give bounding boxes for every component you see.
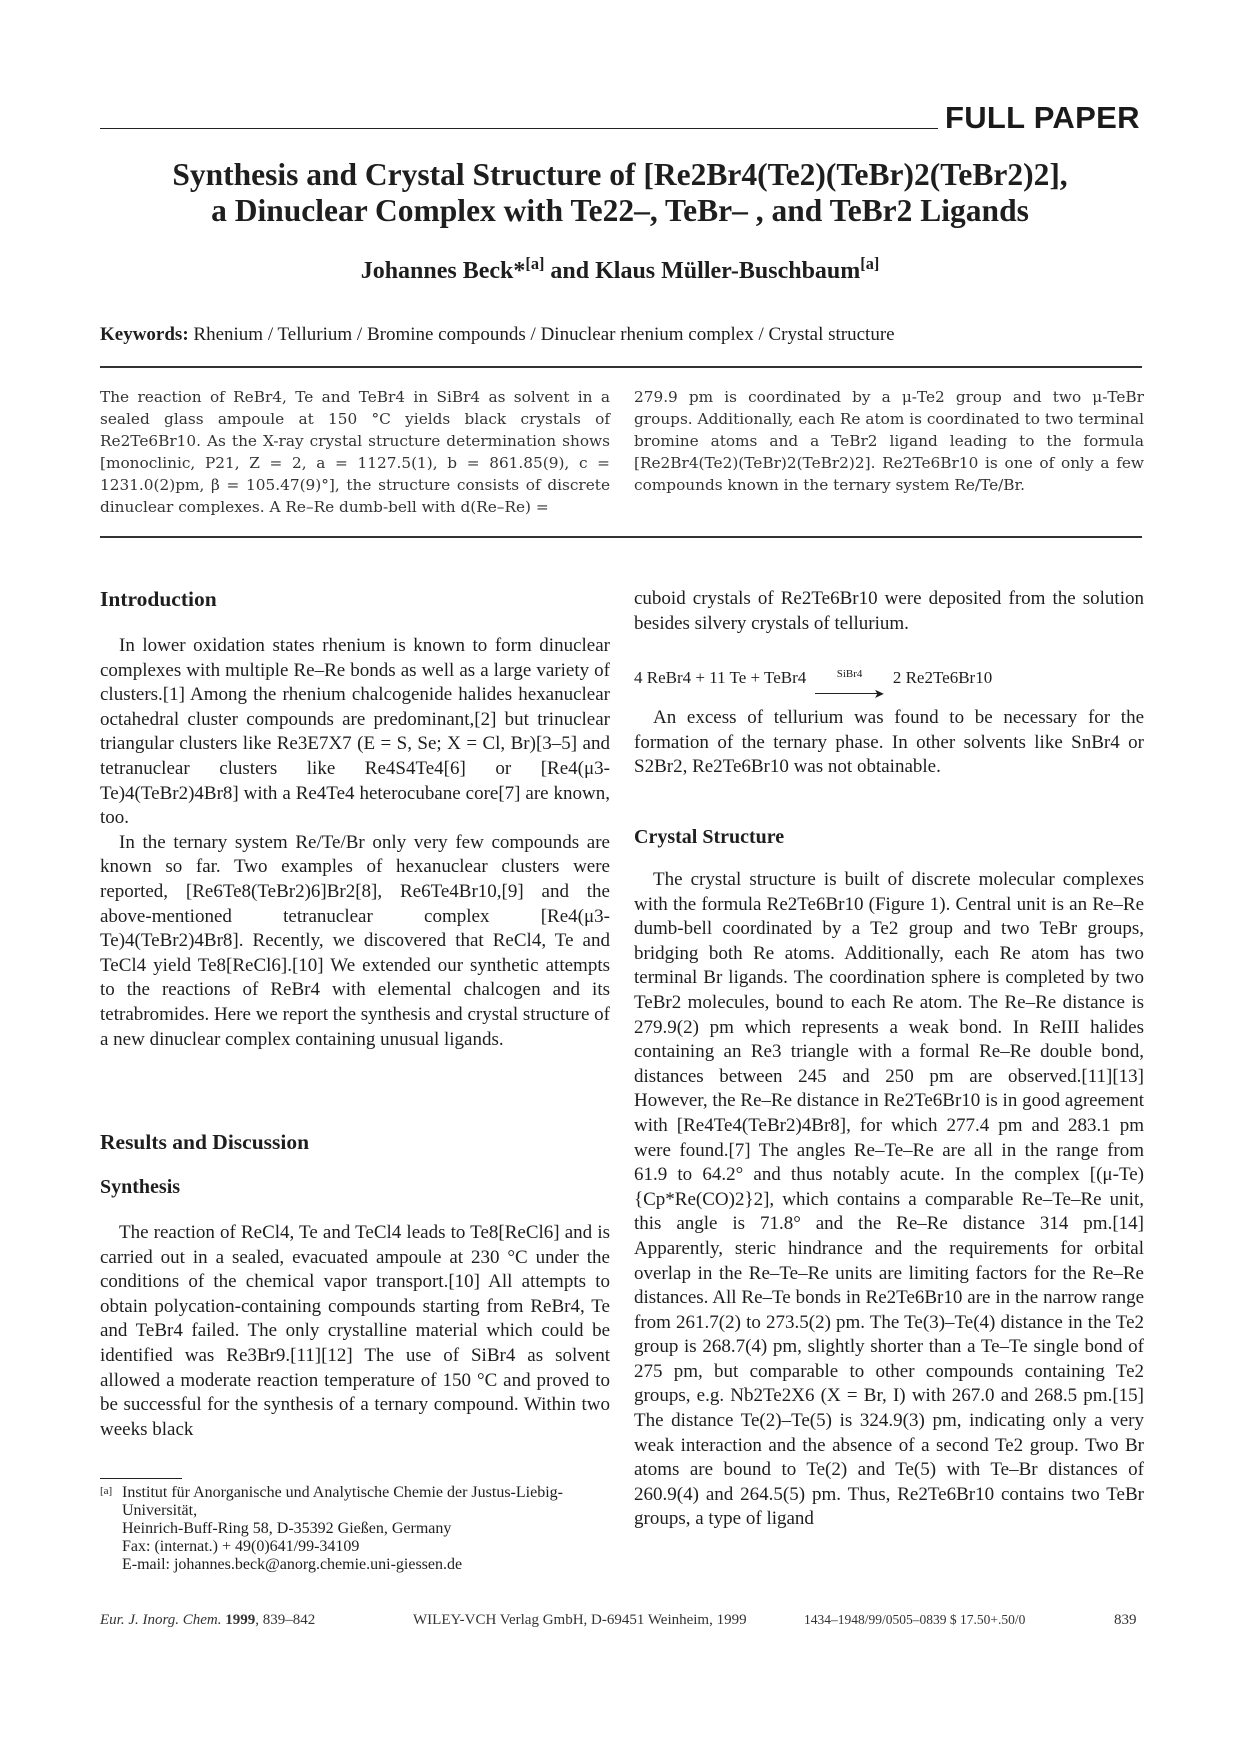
footer-citation — [100, 1612, 315, 1629]
footnote-line: Fax: (internat.) + 49(0)641/99-34109 — [122, 1538, 360, 1555]
right-column-excess — [634, 706, 1144, 780]
author-conjunction: and — [550, 258, 590, 284]
affiliation-mark: [a] — [525, 254, 545, 273]
affiliation-mark: [a] — [860, 254, 880, 273]
arrowhead-icon: ➤ — [873, 686, 885, 701]
article-title — [100, 157, 1140, 229]
paragraph: In lower oxidation states rhenium is known to form dinuclear complexes with multiple Re–Re bonds as well as a large variety of clusters.[1] Among the rhenium chalcogenide halides hexanuclear octahedral cluster compounds are predominant,[2] but trinuclear triangular clusters like Re3E7X7 (E = S, Se; X = Cl, Br)[3–5] and tetranuclear clusters like Re4S4Te4[6] or [Re4(μ3-Te)4(TeBr2)4Br8] with a Re4Te4 heterocubane core[7] are known, too. — [100, 635, 610, 829]
paragraph: cuboid crystals of Re2Te6Br10 were deposited from the solution besides silvery crystals of tellurium. — [634, 588, 1144, 634]
keywords — [100, 324, 895, 346]
journal-pages: , 839–842 — [255, 1612, 316, 1628]
subsection-heading-synthesis: Synthesis — [100, 1176, 181, 1198]
footnote-line: Institut für Anorganische und Analytische Chemie der Justus-Liebig-Universität, — [122, 1484, 563, 1519]
right-column-intro — [634, 587, 1144, 636]
footer-publisher: WILEY-VCH Verlag GmbH, D-69451 Weinheim, 1999 — [413, 1612, 747, 1628]
introduction-body — [100, 634, 610, 1052]
arrow-label: SiBr4 — [836, 668, 863, 680]
abstract-bottom-rule — [100, 536, 1142, 538]
footnote-line: E-mail: johannes.beck@anorg.chemie.uni-giessen.de — [122, 1556, 463, 1573]
crystal-structure-body — [634, 868, 1144, 1532]
paragraph: An excess of tellurium was found to be necessary for the formation of the ternary phase. In other solvents like SnBr4 or S2Br2, Re2Te6Br10 was not obtainable. — [634, 707, 1144, 778]
title-line-1: Synthesis and Crystal Structure of [Re2Br4(Te2)(TeBr)2(TeBr2)2], — [172, 157, 1068, 192]
page-number: 839 — [1114, 1612, 1137, 1628]
title-line-2: a Dinuclear Complex with Te22–, TeBr– , and TeBr2 Ligands — [211, 193, 1029, 228]
paragraph: In the ternary system Re/Te/Br only very few compounds are known so far. Two examples of hexanuclear clusters were reported, [Re6Te8(TeBr2)6]Br2[8], Re6Te4Br10,[9] and the above-mentioned tetranuclear complex [Re4(μ3-Te)4(TeBr2)4Br8]. Recently, we discovered that ReCl4, Te and TeCl4 yield Te8[ReCl6].[10] We extended our synthetic attempts to the reactions of ReBr4 with elemental chalcogen and its tetrabromides. Here we report the synthesis and crystal structure of a new dinuclear complex containing unusual ligands. — [100, 831, 610, 1050]
journal-year: 1999 — [225, 1612, 256, 1628]
author-list — [100, 254, 1140, 285]
affiliation-footnote — [100, 1484, 610, 1574]
paragraph: The crystal structure is built of discrete molecular complexes with the formula Re2Te6Br10 (Figure 1). Central unit is an Re–Re dumb-bell coordinated by a Te2 group and two TeBr groups, bridging both Re atoms. Additionally, each Re atom has two terminal Br ligands. The coordination sphere is completed by two TeBr2 molecules, bound to each Re atom. The Re–Re distance is 279.9(2) pm which represents a weak bond. In ReIII halides containing an Re3 triangle with a formal Re–Re double bond, distances between 245 and 250 pm are observed.[11][13] However, the Re–Re distance in Re2Te6Br10 is in good agreement with [Re4Te4(TeBr2)4Br8], for which 277.4 pm and 283.1 pm were found.[7] The angles Re–Te–Re are all in the range from 61.9 to 64.2° and thus notably acute. In the complex [(μ-Te){Cp*Re(CO)2}2], which contains a comparable Re–Te–Re unit, this angle is 71.8° and the Re–Re distance 314 pm.[14] Apparently, steric hindrance and the requirements for orbital overlap in the Re–Te–Re units are limiting factors for the Re–Re distances. All Re–Te bonds in Re2Te6Br10 are in the narrow range from 261.7(2) to 273.5(2) pm. The Te(3)–Te(4) distance in the Te2 group is 268.7(4) pm, slightly shorter than a Te–Te single bond of 275 pm, but comparable to other compounds containing Te2 groups, e.g. Nb2Te2X6 (X = Br, I) with 267.0 and 268.5 pm.[15] The distance Te(2)–Te(5) is 324.9(3) pm, indicating only a very weak interaction and the absence of a second Te2 group. Two Br atoms are bound to Te(2) and Te(5) with Te–Br distances of 260.9(4) and 264.5(5) pm. Thus, Re2Te6Br10 contains two TeBr groups, a type of ligand — [634, 869, 1144, 1530]
keywords-label: Keywords: — [100, 324, 189, 345]
arrow-shaft — [815, 693, 881, 694]
full-paper-label: FULL PAPER — [945, 100, 1140, 135]
section-heading-introduction: Introduction — [100, 587, 217, 611]
reaction-equation — [634, 668, 993, 701]
abstract-right-column: 279.9 pm is coordinated by a μ-Te2 group and two μ-TeBr groups. Additionally, each Re atom is coordinated to two terminal bromine atoms and a TeBr2 ligand leading to the formula [Re2Br4(Te2)(TeBr)2(TeBr2)2]. Re2Te6Br10 is one of only a few compounds known in the ternary system Re/Te/Br. — [634, 388, 1144, 494]
footnote-rule — [100, 1478, 182, 1479]
abstract-left-column: The reaction of ReBr4, Te and TeBr4 in SiBr4 as solvent in a sealed glass ampoule at 150 °C yields black crystals of Re2Te6Br10. As the X-ray crystal structure determination shows [monoclinic, P21, Z = 2, a = 1127.5(1), b = 861.85(9), c = 1231.0(2)pm, β = 105.47(9)°], the structure consists of discrete dinuclear complexes. A Re–Re dumb-bell with d(Re–Re) = — [100, 388, 610, 516]
footnote-line: Heinrich-Buff-Ring 58, D-35392 Gießen, Germany — [122, 1520, 452, 1537]
synthesis-body — [100, 1221, 610, 1442]
footer-issn: 1434–1948/99/0505–0839 $ 17.50+.50/0 — [804, 1612, 1026, 1627]
author-beck: Johannes Beck* — [360, 258, 526, 284]
section-heading-crystal-structure: Crystal Structure — [634, 826, 785, 848]
abstract-top-rule — [100, 366, 1142, 368]
paragraph: The reaction of ReCl4, Te and TeCl4 leads to Te8[ReCl6] and is carried out in a sealed, evacuated ampoule at 230 °C under the conditions of the chemical vapor transport.[10] All attempts to obtain polycation-containing compounds starting from ReBr4, Te and TeBr4 failed. The only crystalline material which could be identified was Re3Br9.[11][12] The use of SiBr4 as solvent allowed a moderate reaction temperature of 150 °C and proved to be successful for the synthesis of a ternary compound. Within two weeks black — [100, 1222, 610, 1440]
equation-reactants: 4 ReBr4 + 11 Te + TeBr4 — [634, 668, 807, 687]
header-rule — [100, 128, 938, 129]
footnote-marker: [a] — [100, 1485, 113, 1497]
journal-name: Eur. J. Inorg. Chem. — [100, 1612, 222, 1628]
keywords-text: Rhenium / Tellurium / Bromine compounds / Dinuclear rhenium complex / Crystal structure — [193, 324, 895, 345]
equation-products: 2 Re2Te6Br10 — [892, 668, 993, 687]
section-heading-results: Results and Discussion — [100, 1130, 310, 1154]
author-mueller-buschbaum: Klaus Müller-Buschbaum — [595, 258, 861, 284]
